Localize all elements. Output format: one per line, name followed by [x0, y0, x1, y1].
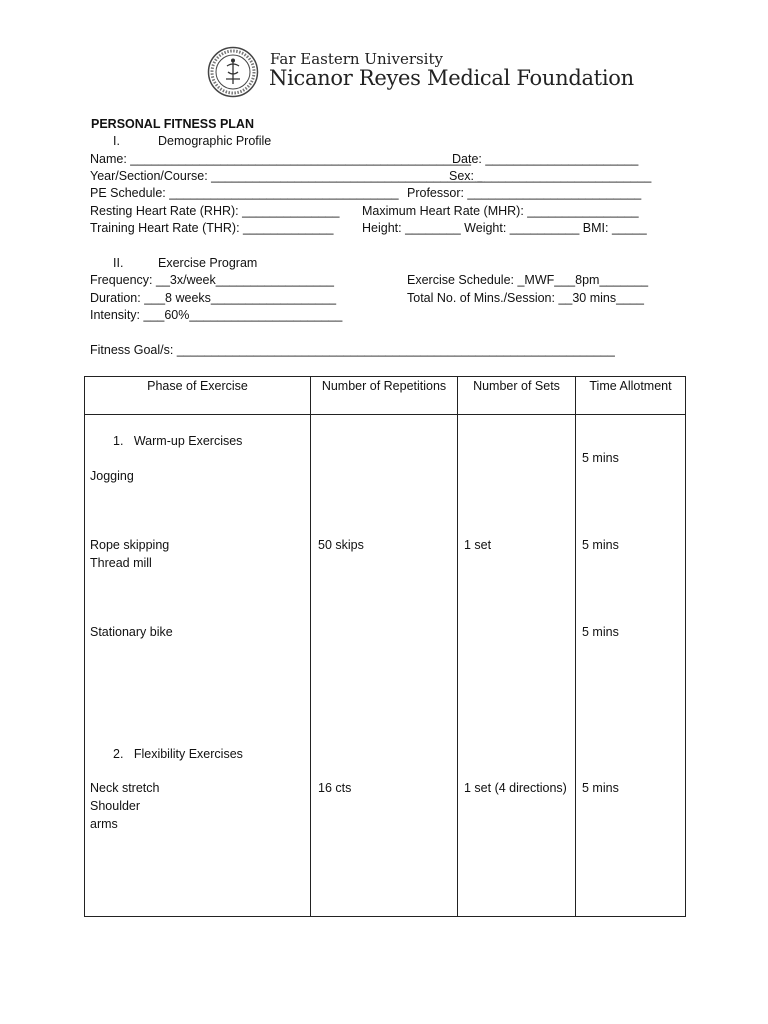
pe-schedule-field[interactable]: PE Schedule: _________________________________: [90, 186, 399, 200]
stationary-bike-time: 5 mins: [582, 625, 619, 639]
header-repetitions: Number of Repetitions: [311, 377, 458, 415]
professor-field[interactable]: Professor: _________________________: [407, 186, 642, 200]
date-field[interactable]: Date: ______________________: [452, 152, 639, 166]
header-phase: Phase of Exercise: [85, 377, 311, 415]
table-row: [85, 415, 686, 917]
jogging-time: 5 mins: [582, 451, 619, 465]
mhr-field[interactable]: Maximum Heart Rate (MHR): ________________: [362, 204, 639, 218]
year-section-course-field[interactable]: Year/Section/Course: _______________________________________: [90, 169, 483, 183]
exercise-table: [84, 376, 686, 917]
intensity-field[interactable]: Intensity: ___60%______________________: [90, 308, 343, 322]
section-1-label: Demographic Profile: [158, 134, 272, 148]
university-seal-icon: [207, 46, 259, 98]
exercise-schedule-field[interactable]: Exercise Schedule: _MWF___8pm_______: [407, 273, 649, 287]
rope-skipping-time: 5 mins: [582, 538, 619, 552]
exercise-shoulder: Shoulder: [90, 799, 141, 813]
section-1-numeral: I.: [113, 134, 120, 148]
exercise-stationary-bike: Stationary bike: [90, 625, 173, 639]
foundation-name: Nicanor Reyes Medical Foundation: [269, 66, 634, 90]
flexibility-time: 5 mins: [582, 781, 619, 795]
exercise-arms: arms: [90, 817, 118, 831]
duration-field[interactable]: Duration: ___8 weeks__________________: [90, 291, 337, 305]
sets-cell: [458, 415, 576, 917]
warmup-heading: 1. Warm-up Exercises: [113, 434, 243, 448]
thr-field[interactable]: Training Heart Rate (THR): _____________: [90, 221, 334, 235]
rhr-field[interactable]: Resting Heart Rate (RHR): ______________: [90, 204, 340, 218]
flexibility-heading: 2. Flexibility Exercises: [113, 747, 243, 761]
exercise-neck-stretch: Neck stretch: [90, 781, 160, 795]
exercise-thread-mill: Thread mill: [90, 556, 152, 570]
university-name: Far Eastern University: [270, 50, 443, 68]
flexibility-sets: 1 set (4 directions): [464, 781, 567, 795]
table-header-row: [85, 377, 686, 415]
section-2-numeral: II.: [113, 256, 124, 270]
total-mins-field[interactable]: Total No. of Mins./Session: __30 mins____: [407, 291, 644, 305]
form-title: PERSONAL FITNESS PLAN: [91, 117, 254, 131]
phase-cell: [85, 415, 311, 917]
exercise-jogging: Jogging: [90, 469, 134, 483]
header-time: Time Allotment: [576, 377, 686, 415]
height-weight-bmi-field[interactable]: Height: ________ Weight: __________ BMI: _____: [362, 221, 647, 235]
exercise-rope-skipping: Rope skipping: [90, 538, 170, 552]
header-sets: Number of Sets: [458, 377, 576, 415]
rope-skipping-reps: 50 skips: [318, 538, 364, 552]
fitness-goals-field[interactable]: Fitness Goal/s: _______________________________________________________________: [90, 343, 615, 357]
frequency-field[interactable]: Frequency: __3x/week_________________: [90, 273, 334, 287]
repetitions-cell: [311, 415, 458, 917]
rope-skipping-sets: 1 set: [464, 538, 492, 552]
section-2-label: Exercise Program: [158, 256, 258, 270]
time-cell: [576, 415, 686, 917]
sex-field[interactable]: Sex: _________________________: [449, 169, 652, 183]
name-field[interactable]: Name: _________________________________________________: [90, 152, 471, 166]
flexibility-reps: 16 cts: [318, 781, 352, 795]
